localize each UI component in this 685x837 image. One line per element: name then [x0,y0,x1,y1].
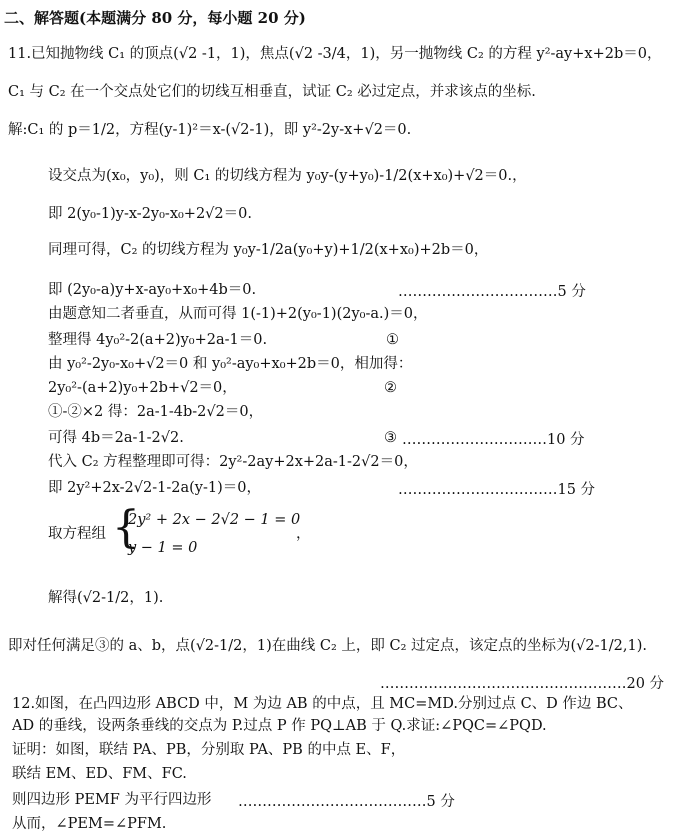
proof-12-line-1: 证明：如图，联结 PA、PB，分别取 PA、PB 的中点 E、F， [12,742,406,758]
score-20: ……………………………………………20 分 [380,676,665,692]
problem-11-statement-line-1: 11.已知抛物线 C₁ 的顶点(√2 -1，1)，焦点(√2 -3/4，1)，另一抛物线 C₂ 的方程 y²-ay+x+2b＝0， [8,46,662,62]
solution-11-conclusion: 即对任何满足③的 a、b，点(√2-1/2，1)在曲线 C₂ 上，即 C₂ 过定点，该定点的坐标为(√2-1/2,1). [8,638,647,654]
problem-12-statement-line-2: AD 的垂线，设两条垂线的交点为 P.过点 P 作 PQ⊥AB 于 Q.求证:∠PQC=∠PQD. [12,718,547,734]
equation-system-comma: ， [296,526,311,542]
solution-11-line-11: 可得 4b＝2a-1-2√2. [48,430,184,446]
solution-11-line-10: ①-②×2 得：2a-1-4b-2√2＝0， [48,404,264,420]
score-5-p12: …………………………………5 分 [238,794,455,810]
proof-12-line-4: 从而，∠PEM=∠PFM. [12,816,167,832]
solution-11-line-3: 即 2(y₀-1)y-x-2y₀-x₀+2√2＝0. [48,206,252,222]
equation-mark-2: ② [384,380,397,396]
equation-system-eq2: y − 1 = 0 [128,540,198,556]
solution-11-line-5: 即 (2y₀-a)y+x-ay₀+x₀+4b＝0. [48,282,257,298]
solution-11-result: 解得(√2-1/2，1). [48,590,164,606]
solution-11-line-1: 解:C₁ 的 p＝1/2，方程(y-1)²＝x-(√2-1)，即 y²-2y-x+√2＝0. [8,122,412,138]
solution-11-line-6: 由题意知二者垂直，从而可得 1(-1)+2(y₀-1)(2y₀-a.)＝0， [48,306,428,322]
proof-12-line-3: 则四边形 PEMF 为平行四边形 [12,792,212,808]
equation-mark-3: ③ [384,430,397,446]
equation-system-brace: { [112,502,140,553]
equation-system-label: 取方程组 [48,526,106,542]
solution-11-line-13: 即 2y²+2x-2√2-1-2a(y-1)＝0， [48,480,261,496]
score-15: ……………………………15 分 [398,482,596,498]
score-10: …………………………10 分 [402,432,585,448]
problem-12-statement-line-1: 12.如图，在凸四边形 ABCD 中，M 为边 AB 的中点，且 MC=MD.分别过点 C、D 作边 BC、 [12,696,633,712]
solution-11-line-9: 2y₀²-(a+2)y₀+2b+√2＝0， [48,380,237,396]
equation-system-eq1: 2y² + 2x − 2√2 − 1 = 0 [128,512,301,528]
solution-11-line-8: 由 y₀²-2y₀-x₀+√2＝0 和 y₀²-ay₀+x₀+2b＝0，相加得： [48,356,413,372]
score-5: ……………………………5 分 [398,284,586,300]
solution-11-line-7: 整理得 4y₀²-2(a+2)y₀+2a-1＝0. [48,332,268,348]
problem-11-statement-line-2: C₁ 与 C₂ 在一个交点处它们的切线互相垂直，试证 C₂ 必过定点，并求该点的坐标. [8,84,536,100]
solution-11-line-4: 同理可得，C₂ 的切线方程为 y₀y-1/2a(y₀+y)+1/2(x+x₀)+2b＝0， [48,242,489,258]
solution-11-line-2: 设交点为(x₀，y₀)，则 C₁ 的切线方程为 y₀y-(y+y₀)-1/2(x+x₀)+√2＝0.， [48,168,527,184]
section-title: 二、解答题(本题满分 80 分，每小题 20 分) [4,9,306,27]
solution-11-line-12: 代入 C₂ 方程整理即可得：2y²-2ay+2x+2a-1-2√2＝0， [48,454,418,470]
proof-12-line-2: 联结 EM、ED、FM、FC. [12,766,187,782]
equation-mark-1: ① [386,332,399,348]
